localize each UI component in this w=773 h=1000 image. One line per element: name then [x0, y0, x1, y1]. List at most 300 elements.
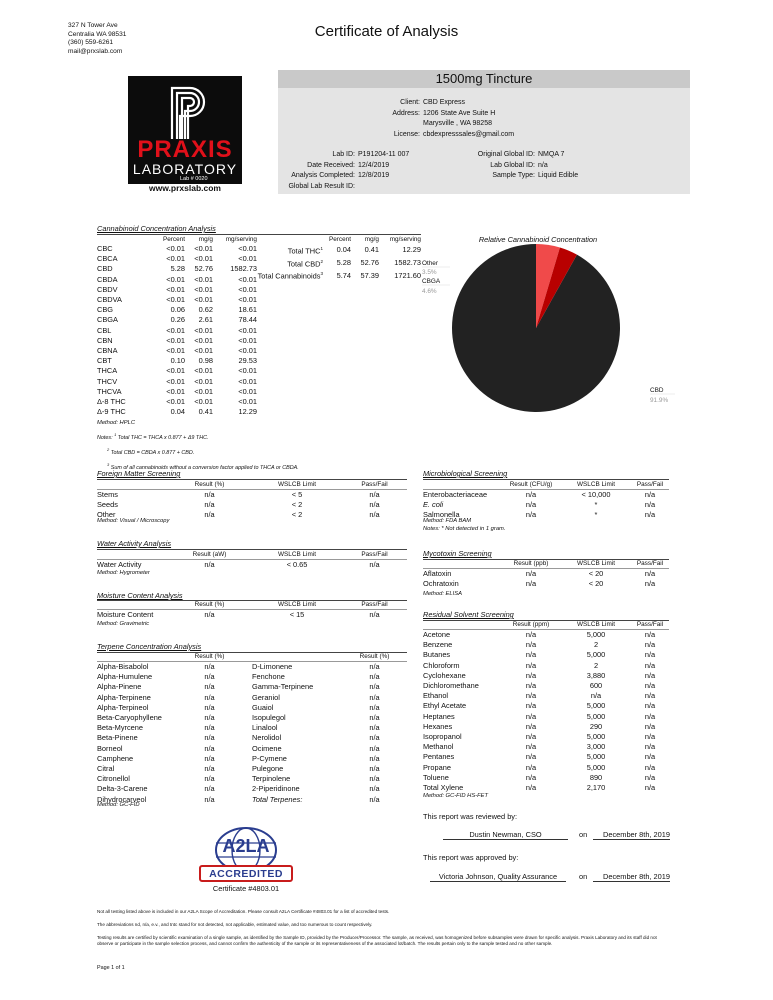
- cannabinoid-name: THCVA: [97, 386, 122, 396]
- cannabinoid-mgserving: <0.01: [238, 386, 257, 396]
- row-result: n/a: [525, 500, 537, 510]
- cannabinoid-total-row: [255, 257, 421, 270]
- table-row: [423, 579, 669, 589]
- terpene-name: Gamma-Terpinene: [252, 682, 314, 692]
- row-pass-fail: n/a: [369, 610, 380, 619]
- cannabinoid-mgg: <0.01: [194, 397, 213, 407]
- solvent-table: [423, 620, 669, 793]
- terpene-row: [97, 764, 407, 774]
- table-header-row: [97, 550, 407, 560]
- table-row: [423, 763, 669, 773]
- row-result: n/a: [525, 691, 537, 701]
- table-row: [423, 773, 669, 783]
- footer-abbreviations-note: The abbreviations nd, n/a, e.v., and tntc stand for not detected, not applicable, estimated value, and too numerous to count respectively.: [97, 922, 373, 927]
- lab-street: 327 N Tower Ave: [68, 22, 118, 29]
- cannabinoid-mgg: 0.62: [198, 305, 213, 315]
- approved-by-text: This report was approved by:: [423, 853, 519, 862]
- row-limit: < 2: [291, 510, 303, 520]
- row-pass-fail: n/a: [644, 783, 656, 793]
- cannabinoid-mgserving: 12.29: [238, 407, 257, 417]
- date-received-value: 12/4/2019: [358, 161, 390, 169]
- table-row: [97, 500, 407, 510]
- table-row: [423, 500, 669, 510]
- table-row: [97, 560, 407, 571]
- micro-method: Method: FDA BAM: [423, 518, 472, 524]
- cannabinoid-mgg: <0.01: [194, 346, 213, 356]
- row-limit: *: [594, 500, 598, 510]
- cannabinoid-mgserving: <0.01: [238, 376, 257, 386]
- lab-email[interactable]: mail@prxslab.com: [68, 47, 123, 55]
- cannabinoid-name: CBCA: [97, 254, 118, 264]
- cannabinoid-table: [97, 235, 257, 417]
- table-row: [423, 650, 669, 660]
- cannabinoid-percent: <0.01: [166, 376, 185, 386]
- total-mgg: 52.76: [360, 257, 379, 267]
- total-name: Total CBD$^2$: [287, 258, 323, 269]
- terpene-name: Terpinolene: [252, 774, 291, 784]
- row-result: n/a: [525, 490, 537, 499]
- pie-value-cbga: 4.6%: [422, 288, 437, 295]
- cannabinoid-mgg: <0.01: [194, 335, 213, 345]
- terpene-name: Dihydrocarveol: [97, 794, 147, 804]
- lab-ids-right: [440, 150, 578, 182]
- footer-accreditation-note: Not all testing listed above is included in our A2LA Scope of Accreditation. Please consult A2LA Certificate #4803.01 for a list of accredited tests.: [97, 909, 390, 914]
- row-result: n/a: [525, 510, 537, 520]
- row-limit: < 20: [588, 579, 604, 589]
- row-limit: < 20: [588, 569, 604, 578]
- header-spacer: [252, 652, 342, 662]
- row-limit: 5,000: [586, 711, 606, 721]
- row-pass-fail: n/a: [644, 490, 656, 499]
- row-name: Aflatoxin: [423, 569, 452, 578]
- reviewed-date: December 8th, 2019: [593, 830, 670, 840]
- cannabinoid-mgserving: <0.01: [238, 254, 257, 264]
- row-pass-fail: n/a: [644, 650, 656, 660]
- client-address-1: 1206 State Ave Suite H: [423, 109, 496, 117]
- original-global-id-value: NMQA 7: [538, 151, 565, 158]
- a2la-accredited-logo: [196, 822, 296, 884]
- cannabinoid-mgg: <0.01: [194, 254, 213, 264]
- terpene-name: Citral: [97, 764, 115, 774]
- row-pass-fail: n/a: [644, 510, 656, 520]
- date-received-label: Date Received:: [307, 161, 355, 169]
- column-header: WSLCB Limit: [577, 481, 615, 488]
- cannabinoid-row: [97, 366, 257, 376]
- column-header: Result (ppb): [513, 560, 549, 567]
- cannabinoid-mgg: <0.01: [194, 295, 213, 305]
- table-row: [423, 752, 669, 762]
- terpene-result: n/a: [369, 753, 380, 763]
- totals-col-percent: Percent: [328, 236, 351, 243]
- terpene-name: D-Limonene: [252, 662, 293, 671]
- column-header: Pass/Fail: [636, 481, 664, 488]
- terpene-result: n/a: [204, 764, 215, 774]
- column-header: Result (%): [359, 653, 390, 660]
- foreign-matter-title: Foreign Matter Screening: [97, 469, 181, 478]
- cannabinoid-row: [97, 377, 257, 387]
- terpene-name: Beta-Caryophyllene: [97, 713, 162, 723]
- cannabinoid-percent: <0.01: [166, 254, 185, 264]
- row-name: Cyclohexane: [423, 670, 466, 680]
- terpene-name: Alpha-Terpinene: [97, 692, 151, 702]
- totals-col-mgserving: mg/serving: [389, 236, 421, 243]
- col-mgserving: mg/serving: [225, 236, 257, 243]
- footnote-marker: 2: [320, 258, 323, 264]
- row-name: Salmonella: [423, 510, 460, 520]
- terpene-row: [97, 744, 407, 754]
- terpene-row: [97, 713, 407, 723]
- cannabinoid-notes: [97, 429, 299, 473]
- water-activity-table: [97, 550, 407, 570]
- table-header-row: [97, 652, 407, 662]
- cannabinoid-mgg: 0.41: [198, 407, 213, 417]
- cannabinoid-percent: <0.01: [166, 397, 185, 407]
- terpene-result: n/a: [369, 794, 380, 804]
- cannabinoid-percent: <0.01: [166, 325, 185, 335]
- column-header: Pass/Fail: [361, 551, 388, 558]
- cannabinoid-percent: <0.01: [166, 335, 185, 345]
- cannabinoid-percent: <0.01: [166, 346, 185, 356]
- table-row: [423, 490, 669, 501]
- cannabinoid-mgserving: <0.01: [238, 295, 257, 305]
- cannabinoid-percent: <0.01: [166, 295, 185, 305]
- row-result: n/a: [525, 721, 537, 731]
- analysis-completed-label: Analysis Completed:: [291, 172, 355, 179]
- row-pass-fail: n/a: [644, 660, 656, 670]
- cannabinoid-row: [97, 315, 257, 325]
- cannabinoid-row: [97, 264, 257, 274]
- row-pass-fail: n/a: [644, 670, 656, 680]
- cannabinoid-mgg: <0.01: [194, 366, 213, 376]
- row-name: Ochratoxin: [423, 579, 459, 589]
- client-license: cbdexpresssales@gmail.com: [423, 130, 515, 138]
- row-limit: < 5: [291, 490, 303, 499]
- reviewed-by-text: This report was reviewed by:: [423, 812, 518, 821]
- row-limit: 600: [589, 681, 603, 691]
- client-address-2: Marysville , WA 98258: [423, 120, 492, 127]
- terpene-name: Linalool: [252, 723, 278, 733]
- logo-word-praxis: PRAXIS: [137, 136, 233, 163]
- terpene-name: Alpha-Terpineol: [97, 702, 149, 712]
- logo-word-laboratory: LABORATORY: [132, 161, 238, 177]
- row-limit: 5,000: [586, 630, 606, 639]
- table-row: [423, 742, 669, 752]
- cannabinoid-mgg: <0.01: [194, 244, 213, 253]
- terpene-row: [97, 703, 407, 713]
- analysis-completed-value: 12/8/2019: [358, 172, 390, 179]
- terpene-title: Terpene Concentration Analysis: [97, 642, 202, 651]
- cannabinoid-mgserving: 1582.73: [230, 264, 257, 274]
- row-result: n/a: [525, 569, 537, 578]
- cannabinoid-mgg: 2.61: [198, 315, 213, 325]
- terpene-result: n/a: [369, 662, 380, 671]
- column-header: Result (%): [194, 601, 225, 608]
- column-header: Pass/Fail: [636, 560, 664, 567]
- table-header-row: [423, 480, 669, 490]
- terpene-row: [97, 672, 407, 682]
- row-name: Dichloromethane: [423, 681, 479, 691]
- row-limit: 2: [593, 660, 599, 670]
- row-pass-fail: n/a: [644, 742, 656, 752]
- cannabinoid-totals: [255, 235, 421, 282]
- cannabinoid-name: CBDVA: [97, 295, 122, 305]
- row-name: Pentanes: [423, 752, 455, 762]
- total-percent: 0.04: [336, 245, 351, 255]
- row-limit: < 0.65: [286, 560, 308, 569]
- col-percent: Percent: [162, 236, 185, 243]
- cannabinoid-name: CBNA: [97, 346, 118, 356]
- terpene-name: Alpha-Bisabolol: [97, 662, 149, 671]
- terpene-name: Nerolidol: [252, 733, 282, 743]
- sample-type-label: Sample Type:: [492, 172, 535, 179]
- header-spacer: [97, 480, 167, 490]
- table-row: [97, 490, 407, 501]
- original-global-id-label: Original Global ID:: [477, 151, 535, 158]
- terpene-name: 2-Piperidinone: [252, 784, 300, 794]
- terpene-result: n/a: [204, 662, 215, 671]
- totals-col-mgg: mg/g: [364, 236, 379, 243]
- cannabinoid-percent: <0.01: [166, 386, 185, 396]
- row-result: n/a: [204, 510, 215, 520]
- cannabinoid-mgg: 52.76: [194, 264, 213, 274]
- cannabinoid-total-row: [255, 244, 421, 257]
- row-pass-fail: n/a: [644, 500, 656, 510]
- row-limit: 5,000: [586, 701, 606, 711]
- table-row: [423, 630, 669, 641]
- row-limit: 2,170: [586, 783, 606, 793]
- terpene-result: n/a: [204, 682, 215, 692]
- pie-chart: [418, 240, 688, 415]
- terpene-row: [97, 754, 407, 764]
- cannabinoid-note: $^3$ Sum of all cannabinoids without a conversion factor applied to THCA or CBDA.: [107, 461, 299, 471]
- header-spacer: [423, 620, 501, 630]
- global-lab-result-label: Global Lab Result ID:: [288, 182, 355, 190]
- cannabinoid-name: CBD: [97, 264, 113, 274]
- table-row: [423, 671, 669, 681]
- row-result: n/a: [525, 772, 537, 782]
- row-name: Moisture Content: [97, 610, 154, 619]
- cannabinoid-row: [97, 244, 257, 254]
- column-header: WSLCB Limit: [577, 560, 615, 567]
- cannabinoid-name: THCA: [97, 366, 118, 376]
- header-spacer: [97, 652, 167, 662]
- cannabinoid-mgserving: 18.61: [238, 305, 257, 315]
- cannabinoid-percent: 0.10: [170, 356, 185, 366]
- cannabinoid-method: Method: HPLC: [97, 420, 136, 426]
- table-header-row: [97, 480, 407, 490]
- row-result: n/a: [525, 701, 537, 711]
- row-name: Hexanes: [423, 721, 453, 731]
- terpene-row: [97, 795, 407, 805]
- cannabinoid-mgserving: <0.01: [238, 274, 257, 284]
- row-name: Enterobacteriaceae: [423, 490, 488, 499]
- product-name: 1500mg Tincture: [435, 71, 533, 86]
- row-pass-fail: n/a: [369, 510, 380, 520]
- row-pass-fail: n/a: [644, 630, 656, 639]
- a2la-wordmark: A2LA: [222, 836, 270, 856]
- moisture-title: Moisture Content Analysis: [97, 591, 183, 600]
- cannabinoid-row: [97, 336, 257, 346]
- chart-title: Relative Cannabinoid Concentration: [478, 235, 598, 244]
- approved-date: December 8th, 2019: [593, 872, 670, 882]
- cannabinoid-note: Notes: $^1$ Total THC = THCA x 0.877 + Δ9 THC.: [97, 432, 209, 441]
- column-header: Result (aW): [192, 551, 227, 558]
- column-header: WSLCB Limit: [577, 621, 615, 628]
- cannabinoid-percent: <0.01: [166, 274, 185, 284]
- table-row: [423, 681, 669, 691]
- terpene-result: n/a: [369, 702, 380, 712]
- terpene-row: [97, 784, 407, 794]
- cannabinoid-row: [97, 356, 257, 366]
- row-result: n/a: [525, 640, 537, 650]
- cannabinoid-row: [97, 295, 257, 305]
- cannabinoid-row: [97, 275, 257, 285]
- terpene-result: n/a: [369, 784, 380, 794]
- terpene-result: n/a: [204, 713, 215, 723]
- terpene-row: [97, 682, 407, 692]
- header-spacer: [97, 550, 167, 560]
- cannabinoid-header-row: [97, 235, 257, 244]
- pie-value-other: 3.5%: [422, 269, 437, 276]
- micro-title: Microbiological Screening: [423, 469, 508, 478]
- terpene-result: n/a: [204, 702, 215, 712]
- terpene-name: Geraniol: [252, 692, 280, 702]
- foreign-matter-table: [97, 480, 407, 521]
- terpene-result: n/a: [204, 784, 215, 794]
- row-pass-fail: n/a: [644, 711, 656, 721]
- terpene-result: n/a: [204, 692, 215, 702]
- column-header: Pass/Fail: [361, 601, 388, 608]
- approver-name: Victoria Johnson, Quality Assurance: [430, 872, 566, 882]
- row-name: Benzene: [423, 640, 453, 650]
- cannabinoid-name: CBDV: [97, 284, 118, 294]
- terpene-name: Ocimene: [252, 743, 282, 753]
- cannabinoid-mgserving: <0.01: [238, 346, 257, 356]
- client-name: CBD Express: [423, 99, 466, 106]
- table-row: [423, 722, 669, 732]
- terpene-name: Camphene: [97, 753, 134, 763]
- pie-label-other: Other: [422, 260, 438, 267]
- mycotoxin-table: [423, 559, 669, 589]
- footnote-marker: 3: [320, 271, 323, 277]
- approved-on-label: on: [579, 872, 588, 881]
- row-pass-fail: n/a: [369, 500, 380, 510]
- column-header: Pass/Fail: [361, 481, 388, 488]
- page-title: Certificate of Analysis: [314, 23, 459, 40]
- row-result: n/a: [525, 711, 537, 721]
- cannabinoid-name: CBG: [97, 305, 114, 315]
- row-limit: < 2: [291, 500, 303, 510]
- cannabinoid-percent: <0.01: [166, 244, 185, 253]
- terpene-result: n/a: [369, 713, 380, 723]
- pie-label-cbd: CBD: [650, 387, 664, 394]
- cannabinoid-percent: 5.28: [170, 264, 185, 274]
- footer-notes: [97, 909, 672, 947]
- lab-phone: (360) 559-6261: [68, 39, 114, 47]
- row-pass-fail: n/a: [644, 762, 656, 772]
- cannabinoid-row: [97, 305, 257, 315]
- water-activity-method: Method: Hygrometer: [97, 570, 150, 576]
- solvent-title: Residual Solvent Screening: [423, 610, 514, 619]
- cannabinoid-name: CBN: [97, 335, 113, 345]
- row-result: n/a: [525, 681, 537, 691]
- total-mgserving: 1721.60: [394, 270, 421, 280]
- moisture-method: Method: Gravimetric: [97, 621, 150, 627]
- terpene-table: [97, 652, 407, 805]
- terpene-row: [97, 733, 407, 743]
- page-number: Page 1 of 1: [97, 965, 125, 971]
- total-percent: 5.74: [336, 270, 351, 280]
- moisture-table: [97, 600, 407, 620]
- total-name: Total THC$^1$: [287, 246, 323, 256]
- row-result: n/a: [525, 579, 537, 589]
- row-result: n/a: [525, 752, 537, 762]
- table-row: [423, 783, 669, 793]
- footnote-marker: 1: [320, 246, 323, 251]
- table-row: [423, 732, 669, 742]
- row-name: E. coli: [423, 500, 444, 510]
- foreign-matter-method: Method: Visual / Microscopy: [97, 518, 170, 524]
- terpene-name: Pulegone: [252, 764, 284, 774]
- water-activity-title: Water Activity Analysis: [97, 539, 172, 548]
- table-row: [423, 691, 669, 701]
- terpene-result: n/a: [369, 743, 380, 753]
- footer-certification-note: Testing results are certified by scientific examination of a single sample, as identified by the Sample ID, provided by the Producer/Processor. The sample, as received, was homogenized before subsamples were drawn for specific analysis. Praxis Laboratory and its staff did not observe or participate in the sample selection process, and cannot confirm the authenticity of the sample or its representativeness of the associated lot/batch. The results pertain only to the sample tested and no other sample.: [97, 935, 657, 946]
- cannabinoid-percent: 0.06: [170, 305, 185, 315]
- terpene-row: [97, 662, 407, 673]
- reviewed-on-label: on: [579, 830, 588, 839]
- row-limit: 3,000: [586, 742, 606, 752]
- cannabinoid-mgserving: <0.01: [238, 325, 257, 335]
- row-limit: < 15: [289, 610, 305, 619]
- cannabinoid-section-title: Cannabinoid Concentration Analysis: [97, 224, 216, 233]
- global-lab-result-value: [355, 183, 358, 190]
- column-header: WSLCB Limit: [278, 601, 316, 608]
- terpene-result: n/a: [369, 682, 380, 692]
- row-pass-fail: n/a: [644, 721, 656, 731]
- lab-website-link[interactable]: www.prxslab.com: [149, 183, 221, 193]
- cannabinoid-name: CBGA: [97, 315, 118, 325]
- micro-notes: Notes: * Not detected in 1 gram.: [423, 526, 506, 532]
- row-result: n/a: [525, 762, 537, 772]
- row-name: Butanes: [423, 650, 451, 660]
- row-result: n/a: [204, 500, 215, 510]
- pie-label-cbga: CBGA: [422, 278, 441, 285]
- row-limit: 2: [593, 640, 599, 650]
- total-mgg: 57.39: [360, 270, 379, 280]
- logo-lab-number: Lab # 0020: [180, 176, 208, 182]
- terpene-name: Total Terpenes:: [252, 794, 303, 804]
- row-result: n/a: [525, 783, 537, 793]
- a2la-certificate-number: Certificate #4803.01: [212, 884, 280, 893]
- cannabinoid-name: Δ-8 THC: [97, 397, 126, 407]
- total-mgserving: 1582.73: [394, 257, 421, 267]
- cannabinoid-name: THCV: [97, 376, 118, 386]
- column-header: Pass/Fail: [636, 621, 664, 628]
- cannabinoid-percent: <0.01: [166, 366, 185, 376]
- cannabinoid-mgg: 0.98: [198, 356, 213, 366]
- terpene-result: n/a: [204, 753, 215, 763]
- pie-value-cbd: 91.9%: [650, 397, 669, 404]
- terpene-name: Citronellol: [97, 774, 130, 784]
- terpene-result: n/a: [204, 672, 215, 682]
- total-percent: 5.28: [336, 257, 351, 267]
- terpene-result: n/a: [204, 723, 215, 733]
- row-result: n/a: [525, 742, 537, 752]
- cannabinoid-row: [97, 387, 257, 397]
- terpene-result: n/a: [204, 743, 215, 753]
- lab-global-id-value: n/a: [538, 161, 548, 169]
